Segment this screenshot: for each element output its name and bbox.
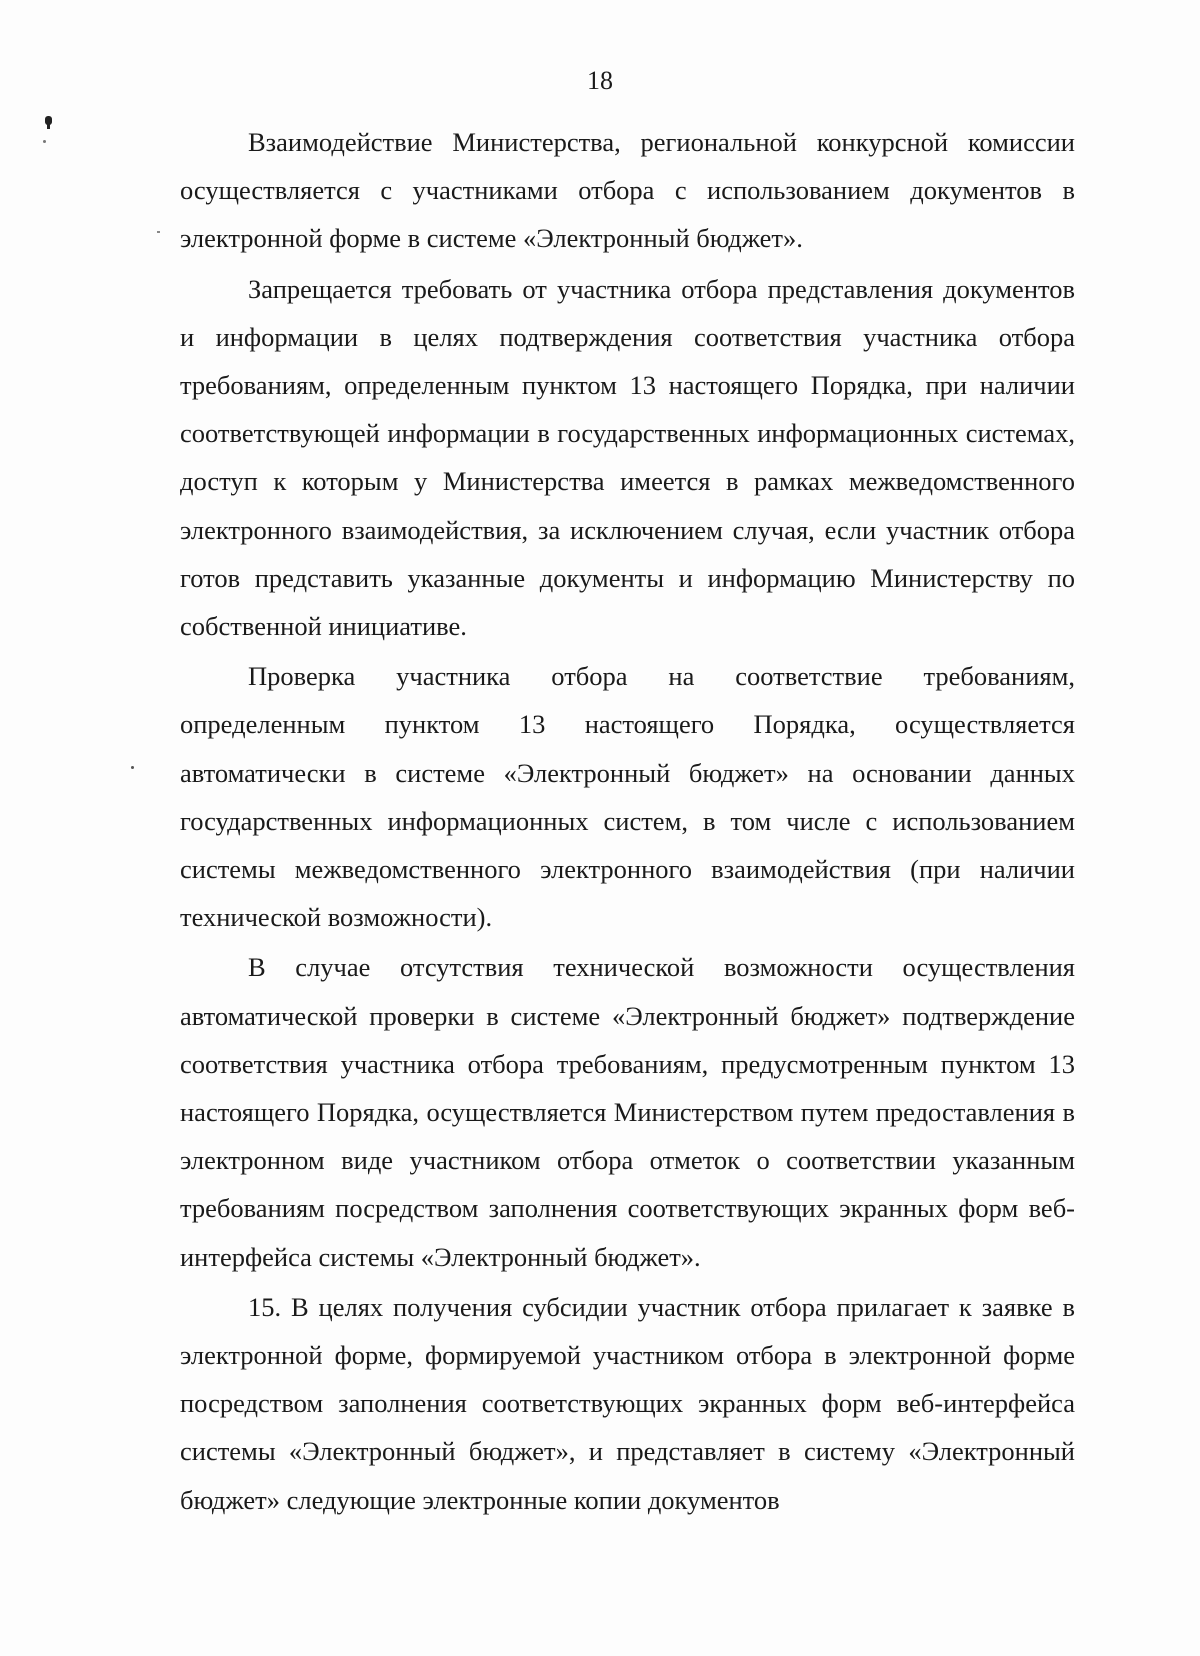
- paragraph: Запрещается требовать от участника отбора представления документов и информации в целях подтверждения соответствия участника отбора требованиям, определенным пунктом 13 настоящего Порядка, при наличии соответствующей информации в государственных информационных системах, доступ к которым у Министерства имеется в рамках межведомственного электронного взаимодействия, за исключением случая, если участник отбора готов представить указанные документы и информацию Министерству по собственной инициативе.: [180, 273, 1075, 642]
- document-body: [180, 118, 1075, 1524]
- paragraph: В случае отсутствия технической возможности осуществления автоматической проверки в системе «Электронный бюджет» подтверждение соответствия участника отбора требованиям, предусмотренным пунктом 13 настоящего Порядка, осуществляется Министерством путем предоставления в электронном виде участником отбора отметок о соответствии указанным требованиям посредством заполнения соответствующих экранных форм веб-интерфейса системы «Электронный бюджет».: [180, 952, 1075, 1272]
- paragraph: Проверка участника отбора на соответствие требованиям, определенным пунктом 13 настоящего Порядка, осуществляется автоматически в системе «Электронный бюджет» на основании данных государственных информационных систем, в том числе с использованием системы межведомственного электронного взаимодействия (при наличии технической возможности).: [180, 661, 1075, 933]
- scan-artifact-mark: [47, 124, 50, 129]
- paragraph: Взаимодействие Министерства, региональной конкурсной комиссии осуществляется с участниками отбора с использованием документов в электронной форме в системе «Электронный бюджет».: [180, 127, 1075, 254]
- scan-artifact-dot: [131, 766, 134, 769]
- scan-artifact-dot: [43, 140, 46, 143]
- paragraph: 15. В целях получения субсидии участник отбора прилагает к заявке в электронной форме, формируемой участником отбора в электронной форме посредством заполнения соответствующих экранных форм веб-интерфейса системы «Электронный бюджет», и представляет в систему «Электронный бюджет» следующие электронные копии документов: [180, 1291, 1075, 1515]
- page-number: 18: [587, 66, 613, 95]
- scan-artifact-dot: [157, 231, 160, 233]
